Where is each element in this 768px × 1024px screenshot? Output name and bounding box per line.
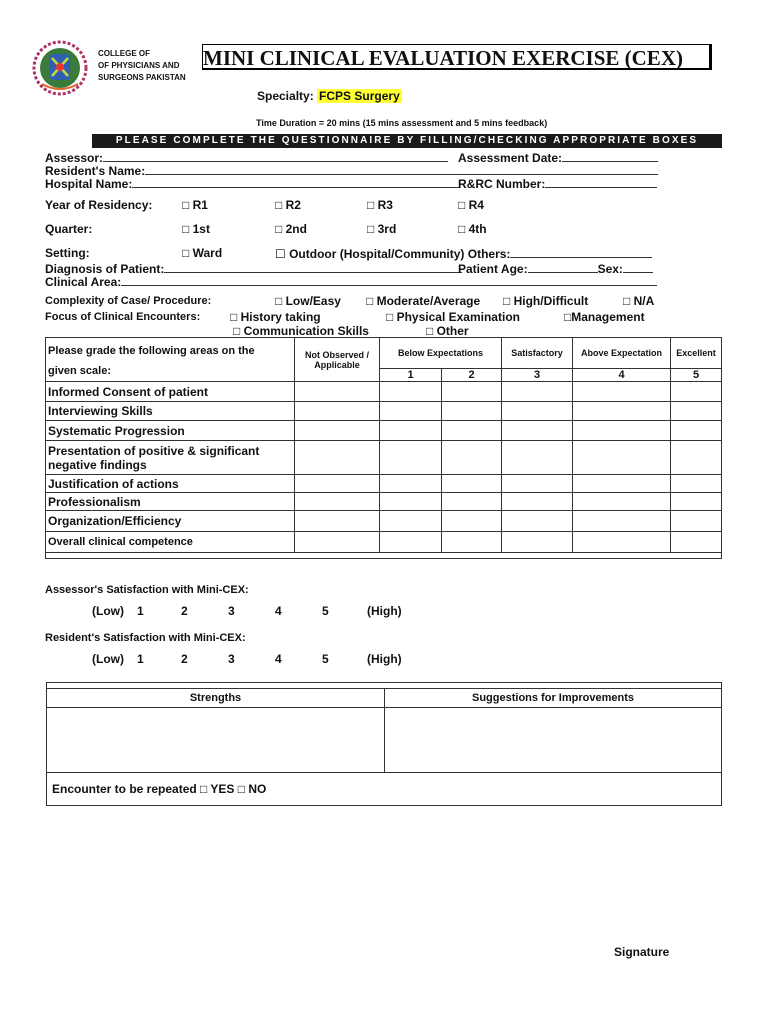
grade-cell[interactable] [295, 421, 380, 441]
assessor-satisfaction-label: Assessor's Satisfaction with Mini-CEX: [45, 584, 249, 596]
year-option-r3[interactable]: □ R3 [367, 198, 393, 212]
grade-cell[interactable] [502, 382, 573, 402]
assessor-field[interactable]: Assessor: [45, 150, 448, 165]
scale-2: 2 [442, 369, 502, 382]
table-row [46, 532, 722, 553]
residents-name-field[interactable]: Resident's Name: [45, 163, 658, 178]
complexity-option-low[interactable]: □ Low/Easy [275, 294, 341, 308]
grade-cell[interactable] [671, 475, 722, 493]
complexity-option-na[interactable]: □ N/A [623, 294, 655, 308]
college-logo [32, 40, 88, 96]
checkbox-icon[interactable]: □ [182, 198, 190, 212]
grade-cell[interactable] [442, 402, 502, 421]
strengths-header: Strengths [47, 689, 385, 708]
table-row [46, 511, 722, 532]
checkbox-icon[interactable]: □ [623, 294, 631, 308]
checkbox-icon[interactable]: □ [275, 222, 283, 236]
year-of-residency-label: Year of Residency: [45, 198, 153, 212]
focus-option-communication[interactable]: □ Communication Skills [233, 324, 369, 338]
assessor-low-label: (Low) [92, 604, 124, 618]
quarter-option-2nd[interactable]: □ 2nd [275, 222, 307, 236]
grade-cell[interactable] [671, 441, 722, 475]
focus-label: Focus of Clinical Encounters: [45, 311, 201, 323]
rrc-number-field[interactable]: R&RC Number: [458, 176, 657, 191]
grade-cell[interactable] [671, 421, 722, 441]
grade-cell[interactable] [442, 441, 502, 475]
resident-score-4[interactable]: 4 [275, 652, 282, 666]
grade-cell[interactable] [295, 532, 380, 553]
grade-cell[interactable] [573, 532, 671, 553]
scale-3: 3 [502, 369, 573, 382]
clinical-area-blank[interactable] [121, 274, 657, 286]
grade-cell[interactable] [295, 511, 380, 532]
checkbox-icon[interactable]: □ [367, 198, 375, 212]
resident-high-label: (High) [367, 652, 402, 666]
grade-cell[interactable] [442, 493, 502, 511]
repeat-no-option[interactable]: □ NO [237, 782, 267, 796]
quarter-option-1st[interactable]: □ 1st [182, 222, 210, 236]
assessor-score-4[interactable]: 4 [275, 604, 282, 618]
grade-cell[interactable] [442, 532, 502, 553]
assessor-high-label: (High) [367, 604, 402, 618]
complexity-option-high[interactable]: □ High/Difficult [503, 294, 589, 308]
setting-option-ward[interactable]: □ Ward [182, 246, 223, 260]
resident-score-3[interactable]: 3 [228, 652, 235, 666]
checkbox-icon[interactable]: □ [458, 198, 466, 212]
checkbox-icon[interactable]: □ [386, 310, 394, 324]
table-footer-strip [46, 553, 722, 559]
grade-cell[interactable] [295, 402, 380, 421]
area-label: Interviewing Skills [46, 402, 295, 421]
checkbox-icon[interactable]: □ [182, 222, 190, 236]
area-label: Organization/Efficiency [46, 511, 295, 532]
setting-others-blank[interactable] [510, 246, 652, 258]
complexity-option-moderate[interactable]: □ Moderate/Average [366, 294, 481, 308]
table-row [46, 382, 722, 402]
grade-cell[interactable] [442, 421, 502, 441]
strengths-input-area[interactable] [47, 708, 385, 773]
scale-1: 1 [380, 369, 442, 382]
repeat-yes-option[interactable]: □ YES [200, 782, 235, 796]
signature-label: Signature [614, 945, 670, 959]
grade-cell[interactable] [380, 441, 442, 475]
grade-cell[interactable] [502, 493, 573, 511]
complexity-label: Complexity of Case/ Procedure: [45, 295, 212, 307]
grade-cell[interactable] [442, 475, 502, 493]
grade-cell[interactable] [573, 511, 671, 532]
checkbox-icon[interactable]: □ [367, 222, 375, 236]
table-row [46, 421, 722, 441]
suggestions-input-area[interactable] [385, 708, 722, 773]
hospital-name-field[interactable]: Hospital Name: [45, 176, 460, 191]
rrc-number-blank[interactable] [545, 176, 657, 188]
year-option-r1[interactable]: □ R1 [182, 198, 208, 212]
grade-cell[interactable] [380, 382, 442, 402]
focus-option-history[interactable]: □ History taking [230, 310, 321, 324]
setting-label: Setting: [45, 246, 90, 260]
scale-5: 5 [671, 369, 722, 382]
grade-cell[interactable] [442, 511, 502, 532]
checkbox-icon[interactable]: □ [275, 198, 283, 212]
feedback-table [46, 682, 722, 806]
grade-cell[interactable] [502, 511, 573, 532]
grade-cell[interactable] [380, 421, 442, 441]
form-title: MINI CLINICAL EVALUATION EXERCISE (CEX) [202, 44, 712, 70]
diagnosis-field[interactable]: Diagnosis of Patient: [45, 261, 462, 276]
patient-age-field[interactable]: Patient Age: Sex: [458, 261, 653, 276]
table-row [46, 553, 722, 559]
header-below-expectations: Below Expectations [380, 338, 502, 369]
grade-cell[interactable] [573, 475, 671, 493]
patient-age-blank[interactable] [528, 261, 598, 273]
grade-cell[interactable] [671, 532, 722, 553]
header-satisfactory: Satisfactory [502, 338, 573, 369]
grade-cell[interactable] [671, 382, 722, 402]
college-seal-icon [32, 40, 88, 96]
resident-low-label: (Low) [92, 652, 124, 666]
assessor-score-2[interactable]: 2 [181, 604, 188, 618]
grade-cell[interactable] [380, 475, 442, 493]
specialty-value: FCPS Surgery [319, 89, 400, 103]
setting-option-outdoor[interactable]: ☐ Outdoor (Hospital/Community) Others: [275, 246, 652, 261]
assessment-date-field[interactable]: Assessment Date: [458, 150, 658, 165]
suggestions-header: Suggestions for Improvements [385, 689, 722, 708]
assessor-score-5[interactable]: 5 [322, 604, 329, 618]
instructions-banner: PLEASE COMPLETE THE QUESTIONNAIRE BY FILLING/CHECKING APPROPRIATE BOXES [92, 134, 722, 148]
grade-cell[interactable] [502, 402, 573, 421]
grade-cell[interactable] [295, 475, 380, 493]
specialty-line: Specialty: FCPS Surgery [257, 89, 400, 103]
area-label: Informed Consent of patient [46, 382, 295, 402]
checkbox-icon[interactable]: □ [458, 222, 466, 236]
grade-cell[interactable] [671, 511, 722, 532]
resident-score-1[interactable]: 1 [137, 652, 144, 666]
header-not-observed: Not Observed / Applicable [295, 338, 380, 382]
grade-cell[interactable] [295, 441, 380, 475]
grade-cell[interactable] [573, 421, 671, 441]
grade-cell[interactable] [295, 493, 380, 511]
table-row [46, 475, 722, 493]
grade-cell[interactable] [573, 493, 671, 511]
year-option-r2[interactable]: □ R2 [275, 198, 301, 212]
focus-option-other[interactable]: □ Other [426, 324, 469, 338]
scale-4: 4 [573, 369, 671, 382]
quarter-label: Quarter: [45, 222, 93, 236]
clinical-area-field[interactable]: Clinical Area: [45, 274, 657, 289]
grade-cell[interactable] [671, 493, 722, 511]
grade-cell[interactable] [380, 493, 442, 511]
grade-cell[interactable] [502, 421, 573, 441]
quarter-option-4th[interactable]: □ 4th [458, 222, 487, 236]
assessment-date-blank[interactable] [562, 150, 658, 162]
grade-cell[interactable] [573, 441, 671, 475]
table-row [46, 402, 722, 421]
assessor-score-1[interactable]: 1 [137, 604, 144, 618]
grade-cell[interactable] [671, 402, 722, 421]
resident-score-2[interactable]: 2 [181, 652, 188, 666]
grade-cell[interactable] [573, 402, 671, 421]
checkbox-icon[interactable]: □ [233, 324, 241, 338]
grade-cell[interactable] [380, 402, 442, 421]
grade-cell[interactable] [380, 532, 442, 553]
college-name: COLLEGE OF OF PHYSICIANS AND SURGEONS PAKISTAN [98, 49, 186, 82]
grade-cell[interactable] [295, 382, 380, 402]
area-label: Overall clinical competence [46, 532, 295, 553]
residents-name-blank[interactable] [145, 163, 658, 175]
grading-table [45, 337, 722, 559]
checkbox-icon[interactable]: □ [182, 246, 190, 260]
focus-option-management[interactable]: □Management [564, 310, 645, 324]
resident-score-5[interactable]: 5 [322, 652, 329, 666]
checkbox-icon[interactable]: □ [503, 294, 511, 308]
grading-instruction: Please grade the following areas on the given scale: [46, 338, 295, 382]
header-above-expectation: Above Expectation [573, 338, 671, 369]
diagnosis-blank[interactable] [164, 261, 462, 273]
encounter-repeat-row: Encounter to be repeated □ YES □ NO [47, 773, 722, 806]
header-excellent: Excellent [671, 338, 722, 369]
resident-satisfaction-label: Resident's Satisfaction with Mini-CEX: [45, 632, 246, 644]
hospital-name-blank[interactable] [132, 176, 460, 188]
table-row [46, 493, 722, 511]
grade-cell[interactable] [502, 475, 573, 493]
checkbox-icon[interactable]: □ [275, 294, 283, 308]
table-row [46, 441, 722, 475]
grade-cell[interactable] [502, 441, 573, 475]
grade-cell[interactable] [502, 532, 573, 553]
checkbox-icon[interactable]: □ [426, 324, 434, 338]
grade-cell[interactable] [442, 382, 502, 402]
checkbox-icon[interactable]: □ [230, 310, 238, 324]
quarter-option-3rd[interactable]: □ 3rd [367, 222, 397, 236]
area-label: Systematic Progression [46, 421, 295, 441]
time-duration: Time Duration = 20 mins (15 mins assessment and 5 mins feedback) [256, 118, 548, 128]
assessor-blank[interactable] [103, 150, 448, 162]
assessor-score-3[interactable]: 3 [228, 604, 235, 618]
focus-option-physical[interactable]: □ Physical Examination [386, 310, 520, 324]
area-label: Professionalism [46, 493, 295, 511]
grade-cell[interactable] [380, 511, 442, 532]
grade-cell[interactable] [573, 382, 671, 402]
area-label: Justification of actions [46, 475, 295, 493]
area-label: Presentation of positive & significant negative findings [46, 441, 295, 475]
sex-blank[interactable] [623, 261, 653, 273]
checkbox-icon[interactable]: □ [366, 294, 374, 308]
year-option-r4[interactable]: □ R4 [458, 198, 484, 212]
